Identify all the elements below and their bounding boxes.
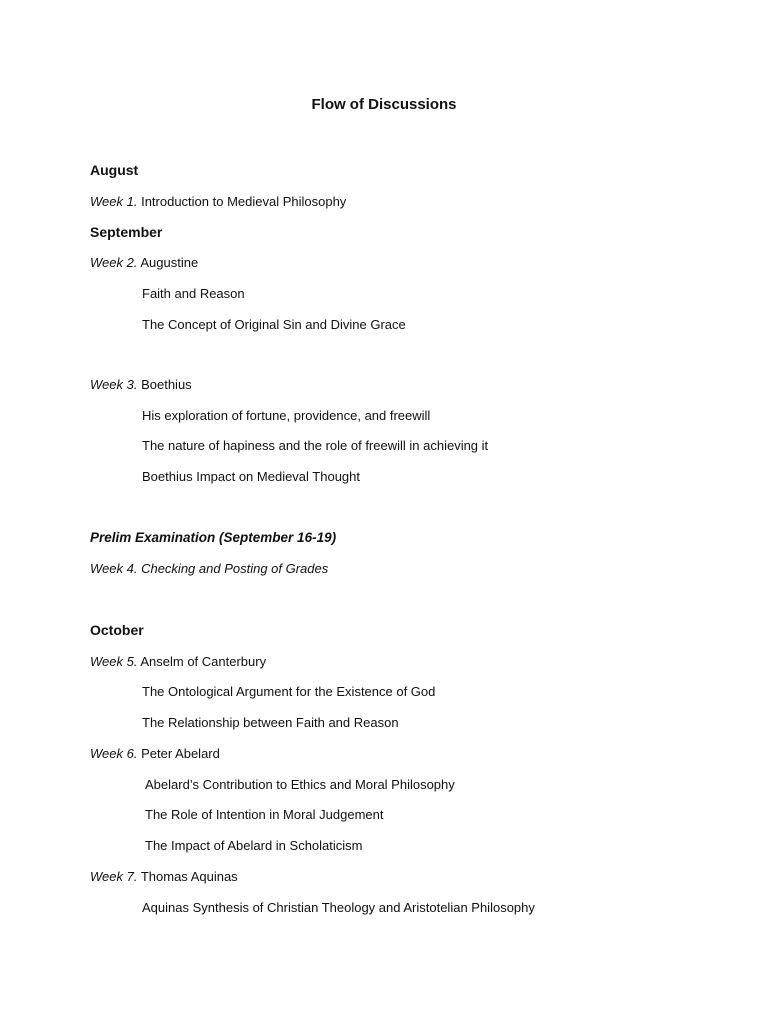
week-6-line <box>90 745 220 763</box>
week-3-topic: Boethius <box>141 377 192 392</box>
week-4-label: Week 4. <box>90 561 138 576</box>
page-title: Flow of Discussions <box>311 96 457 113</box>
week-5-line <box>90 653 266 671</box>
week-6-subtopic: Abelard’s Contribution to Ethics and Moral Philosophy <box>145 777 455 792</box>
week-4-topic: Checking and Posting of Grades <box>141 561 329 576</box>
week-3-subtopic: His exploration of fortune, providence, and freewill <box>142 408 431 423</box>
week-4-line <box>90 560 328 578</box>
week-2-subtopic: Faith and Reason <box>142 286 245 301</box>
month-heading-october: October <box>90 622 144 638</box>
week-5-subtopic: The Relationship between Faith and Reason <box>142 715 399 730</box>
week-6-subtopic: The Role of Intention in Moral Judgement <box>145 807 384 822</box>
week-2-label: Week 2. <box>90 255 138 270</box>
week-6-subtopic: The Impact of Abelard in Scholaticism <box>145 838 363 853</box>
week-5-subtopic: The Ontological Argument for the Existence of God <box>142 684 436 699</box>
week-1-topic: Introduction to Medieval Philosophy <box>141 194 347 209</box>
week-7-line <box>90 868 238 886</box>
month-heading-september: September <box>90 224 163 240</box>
week-2-subtopic: The Concept of Original Sin and Divine Grace <box>142 317 406 332</box>
week-3-subtopic: The nature of hapiness and the role of freewill in achieving it <box>142 438 489 453</box>
week-7-topic: Thomas Aquinas <box>140 869 238 884</box>
week-7-subtopic: Aquinas Synthesis of Christian Theology and Aristotelian Philosophy <box>142 900 535 915</box>
month-heading-august: August <box>90 162 139 178</box>
week-3-line <box>90 376 192 394</box>
week-7-label: Week 7. <box>90 869 138 884</box>
week-3-label: Week 3. <box>90 377 138 392</box>
week-5-topic: Anselm of Canterbury <box>140 654 267 669</box>
week-1-line <box>90 193 346 211</box>
week-6-label: Week 6. <box>90 746 138 761</box>
week-2-topic: Augustine <box>140 255 199 270</box>
week-6-topic: Peter Abelard <box>141 746 220 761</box>
week-1-label: Week 1. <box>90 194 138 209</box>
week-5-label: Week 5. <box>90 654 138 669</box>
week-2-line <box>90 254 198 272</box>
prelim-exam-heading: Prelim Examination (September 16-19) <box>90 530 337 545</box>
week-3-subtopic: Boethius Impact on Medieval Thought <box>142 469 361 484</box>
